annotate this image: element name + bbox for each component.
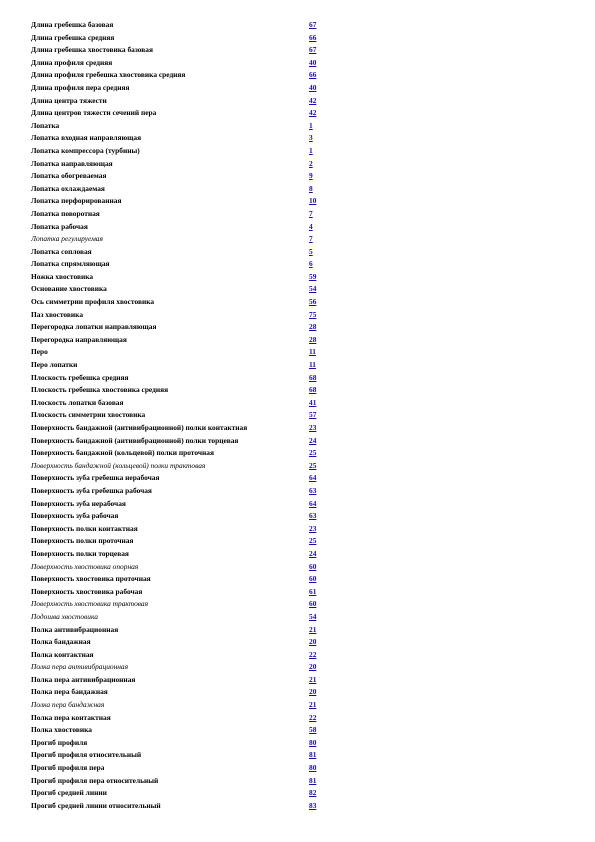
index-page-link[interactable]: 63 [309,485,317,495]
index-entry [31,775,331,788]
index-page-link[interactable]: 28 [309,322,317,332]
index-entry [31,523,331,536]
index-term: Перо лопатки [31,360,78,370]
index-entry [31,346,331,359]
index-entry [31,485,331,498]
index-page-link[interactable]: 40 [309,57,317,67]
index-term: Поверхность хвостовика проточная [31,574,151,584]
index-page-link[interactable]: 9 [309,171,313,181]
index-page-link[interactable]: 83 [309,800,317,810]
index-entry [31,724,331,737]
index-term: Полка контактная [31,649,94,659]
index-term: Лопатка рабочая [31,221,88,231]
index-term: Поверхность бандажной (антивибрационной) полки торцевая [31,435,239,445]
index-page-link[interactable]: 80 [309,737,317,747]
index-page-link[interactable]: 59 [309,271,317,281]
index-term: Прогиб профиля относительный [31,750,142,760]
index-entry [31,372,331,385]
index-page-link[interactable]: 68 [309,372,317,382]
index-page-link[interactable]: 4 [309,221,313,231]
index-term: Длина профиля средняя [31,57,113,67]
index-page-link[interactable]: 21 [309,624,317,634]
index-page-link[interactable]: 60 [309,574,317,584]
index-page-link[interactable]: 21 [309,700,317,710]
index-page-link[interactable]: 25 [309,536,317,546]
index-term: Лопатка охлаждаемая [31,183,105,193]
index-term: Прогиб профиля пера [31,763,105,773]
index-entry [31,57,331,70]
index-term: Лопатка спрямляющая [31,259,110,269]
index-entry [31,535,331,548]
index-entry [31,296,331,309]
index-page-link[interactable]: 8 [309,183,313,193]
index-term: Поверхность бандажной (антивибрационной) полки контактная [31,423,248,432]
index-page-link[interactable]: 1 [309,145,313,155]
index-term: Лопатка [31,120,60,130]
index-page-link[interactable]: 80 [309,763,317,773]
index-entry [31,221,331,234]
index-entry [31,397,331,410]
index-entry [31,573,331,586]
index-entry [31,82,331,95]
index-entry [31,120,331,133]
index-page-link[interactable]: 20 [309,637,317,647]
index-entry [31,334,331,347]
index-page-link[interactable]: 41 [309,397,317,407]
index-entry [31,309,331,322]
index-page-link[interactable]: 58 [309,725,317,735]
index-entry [31,561,331,574]
index-page-link[interactable]: 24 [309,435,317,445]
index-entry [31,586,331,599]
index-term: Поверхность хвостовика трактовая [31,599,149,609]
index-entry [31,283,331,296]
index-term: Полка пера антивибрационная [31,674,136,684]
index-term: Перегородка направляющая [31,334,127,344]
index-entry [31,460,331,473]
index-page-link[interactable]: 54 [309,284,317,294]
index-term: Перегородка лопатки направляющая [31,322,157,332]
index-term: Лопатка обогреваемая [31,171,107,181]
index-entry [31,737,331,750]
index-page-link[interactable]: 10 [309,196,317,206]
index-term: Полка антивибрационная [31,624,119,634]
index-term: Полка пера контактная [31,712,111,722]
index-term: Поверхность зуба нерабочая [31,498,126,508]
index-page-link[interactable]: 7 [309,234,313,244]
index-page-link[interactable]: 61 [309,586,317,596]
index-term: Поверхность полки контактная [31,523,138,533]
index-page-link[interactable]: 21 [309,674,317,684]
alphabetical-index [31,19,331,812]
index-term: Прогиб профиля [31,737,88,747]
index-page-link[interactable]: 68 [309,385,317,395]
index-page-link[interactable]: 64 [309,473,317,483]
index-entry [31,472,331,485]
index-page-link[interactable]: 25 [309,448,317,458]
index-entry [31,510,331,523]
index-entry [31,636,331,649]
index-entry [31,321,331,334]
index-page-link[interactable]: 67 [309,20,317,29]
index-entry [31,447,331,460]
index-entry [31,611,331,624]
index-term: Лопатка сопловая [31,246,92,256]
index-page-link[interactable]: 28 [309,334,317,344]
index-term: Поверхность бандажной (кольцевой) полки трактовая [31,460,206,470]
index-term: Длина гребешка базовая [31,20,114,29]
index-entry [31,712,331,725]
index-page-link[interactable]: 81 [309,775,317,785]
index-page-link[interactable]: 64 [309,498,317,508]
index-entry [31,749,331,762]
index-term: Ось симметрии профиля хвостовика [31,297,155,307]
index-entry [31,359,331,372]
index-term: Длина центра тяжести [31,95,107,105]
index-entry [31,95,331,108]
index-term: Паз хвостовика [31,309,84,319]
index-page-link[interactable]: 23 [309,523,317,533]
index-page-link[interactable]: 40 [309,82,317,92]
index-term: Длина центров тяжести сечений пера [31,108,157,118]
index-entry [31,69,331,82]
index-page-link[interactable]: 42 [309,108,317,118]
index-page-link[interactable]: 6 [309,259,313,269]
index-term: Поверхность хвостовика опорная [31,561,139,571]
index-term: Лопатка входная направляющая [31,133,142,143]
index-term: Длина гребешка хвостовика базовая [31,45,153,55]
index-entry [31,661,331,674]
index-page-link[interactable]: 54 [309,611,317,621]
index-page-link[interactable]: 67 [309,45,317,55]
index-page-link[interactable]: 60 [309,599,317,609]
index-page-link[interactable]: 20 [309,662,317,672]
index-page-link[interactable]: 66 [309,32,317,42]
index-page-link[interactable]: 3 [309,133,313,143]
index-entry [31,598,331,611]
index-entry [31,258,331,271]
index-term: Лопатка компрессора (турбины) [31,145,140,155]
index-entry [31,158,331,171]
index-term: Лопатка перфорированная [31,196,122,206]
index-entry [31,183,331,196]
index-entry [31,674,331,687]
index-entry [31,170,331,183]
index-entry [31,649,331,662]
index-term: Длина профиля гребешка хвостовика средняя [31,70,186,80]
index-entry [31,498,331,511]
index-term: Полка пера бандажная [31,687,108,697]
index-term: Поверхность зуба гребешка нерабочая [31,473,160,483]
index-page-link[interactable]: 22 [309,649,317,659]
index-entry [31,422,331,435]
index-page-link[interactable]: 11 [309,360,316,370]
index-term: Перо [31,347,48,357]
index-term: Ножка хвостовика [31,271,94,281]
index-term: Лопатка направляющая [31,158,113,168]
index-page-link[interactable]: 1 [309,120,313,130]
index-term: Поверхность хвостовика рабочая [31,586,143,596]
index-entry [31,800,331,813]
index-term: Поверхность полки проточная [31,536,134,546]
index-term: Основание хвостовика [31,284,107,294]
index-entry [31,409,331,422]
index-entry [31,384,331,397]
index-term: Полка пера антивибрационная [31,662,129,672]
index-term: Лопатка регулируемая [31,234,103,244]
index-page-link[interactable]: 57 [309,410,317,420]
index-page-link[interactable]: 60 [309,561,317,571]
index-page-link[interactable]: 81 [309,750,317,760]
index-page-link[interactable]: 2 [309,158,313,168]
index-entry [31,132,331,145]
index-entry [31,762,331,775]
index-entry [31,145,331,158]
index-page-link[interactable]: 24 [309,548,317,558]
index-term: Полка хвостовика [31,725,92,735]
index-term: Полка бандажная [31,637,91,647]
index-entry [31,686,331,699]
index-entry [31,271,331,284]
index-page-link[interactable]: 42 [309,95,317,105]
index-entry [31,246,331,259]
index-term: Плоскость гребешка хвостовика средняя [31,385,169,395]
index-page-link[interactable]: 5 [309,246,313,256]
index-term: Прогиб средней линии относительный [31,800,161,810]
index-entry [31,44,331,57]
index-page-link[interactable]: 11 [309,347,316,357]
index-entry [31,19,331,32]
index-entry [31,195,331,208]
index-page-link[interactable]: 23 [309,423,317,432]
index-entry [31,233,331,246]
index-term: Поверхность бандажной (кольцевой) полки проточная [31,448,214,458]
index-term: Прогиб средней линии [31,788,107,798]
index-term: Поверхность зуба гребешка рабочая [31,485,152,495]
index-page-link[interactable]: 82 [309,788,317,798]
index-entry [31,107,331,120]
index-entry [31,624,331,637]
index-page-link[interactable]: 22 [309,712,317,722]
index-page-link[interactable]: 25 [309,460,317,470]
index-term: Поверхность полки торцевая [31,548,129,558]
index-page-link[interactable]: 7 [309,208,313,218]
index-term: Плоскость лопатки базовая [31,397,124,407]
index-entry [31,548,331,561]
index-term: Длина профиля пера средняя [31,82,130,92]
index-term: Подошва хвостовика [31,611,98,621]
index-entry [31,699,331,712]
index-page-link[interactable]: 56 [309,297,317,307]
index-page-link[interactable]: 66 [309,70,317,80]
index-page-link[interactable]: 75 [309,309,317,319]
index-term: Плоскость гребешка средняя [31,372,129,382]
index-term: Прогиб профиля пера относительный [31,775,159,785]
index-entry [31,435,331,448]
index-entry [31,32,331,45]
index-entry [31,787,331,800]
index-term: Поверхность зуба рабочая [31,511,119,521]
index-term: Плоскость симметрии хвостовика [31,410,146,420]
index-term: Лопатка поворотная [31,208,100,218]
index-term: Полка пера бандажная [31,700,105,710]
index-page-link[interactable]: 20 [309,687,317,697]
index-page-link[interactable]: 63 [309,511,317,521]
index-entry [31,208,331,221]
index-term: Длина гребешка средняя [31,32,115,42]
